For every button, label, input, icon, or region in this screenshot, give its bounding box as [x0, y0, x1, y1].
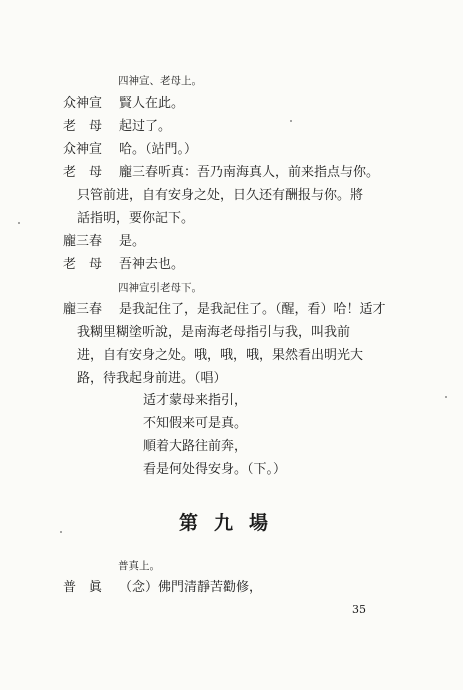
- dialogue-text: （念）佛門清靜苦勸修，: [119, 580, 263, 595]
- paper-speck: [445, 396, 447, 398]
- speaker-name: 龐三春: [63, 302, 103, 317]
- dialogue-continuation: 路，待我起身前进。（唱）: [77, 371, 227, 386]
- speaker-name: 众神宣: [63, 96, 103, 111]
- speaker-name: 普 眞: [63, 580, 103, 595]
- speaker-name: 众神宣: [63, 142, 103, 157]
- scene-title: 第九場: [178, 512, 284, 534]
- dialogue-continuation: 进，自有安身之处。哦，哦，哦，果然看出明光大: [77, 348, 364, 363]
- page-number: 35: [352, 603, 366, 616]
- verse-line: 不知假来可是真。: [143, 416, 248, 431]
- paper-speck: [290, 120, 292, 122]
- dialogue-text: 起过了。: [119, 119, 172, 134]
- dialogue-line: [63, 119, 171, 135]
- dialogue-line: [63, 580, 262, 596]
- dialogue-line: [63, 165, 379, 181]
- dialogue-line: [63, 302, 386, 318]
- dialogue-text: 是。: [119, 234, 146, 249]
- stage-direction: 四神宣引老母下。: [118, 282, 202, 294]
- stage-direction: 四神宣、老母上。: [118, 75, 202, 87]
- speaker-name: 老 母: [63, 119, 103, 134]
- verse-line: 看是何处得安身。（下。）: [143, 462, 287, 477]
- dialogue-continuation: 話指明，要你記下。: [77, 211, 195, 226]
- dialogue-continuation: 我糊里糊塗听說，是南海老母指引与我，叫我前: [77, 325, 351, 340]
- dialogue-text: 是我記住了，是我記住了。（醒，看）哈！适才: [119, 302, 386, 317]
- dialogue-text: 吾神去也。: [119, 257, 185, 272]
- speaker-name: 老 母: [63, 165, 103, 180]
- speaker-name: 老 母: [63, 257, 103, 272]
- dialogue-text: 龐三春听真：吾乃南海真人，前来指点与你。: [119, 165, 380, 180]
- dialogue-line: [63, 96, 184, 112]
- speaker-name: 龐三春: [63, 234, 103, 249]
- dialogue-text: 哈。（站門。）: [119, 142, 198, 157]
- dialogue-line: [63, 234, 145, 250]
- stage-direction: 普真上。: [118, 560, 160, 572]
- dialogue-line: [63, 257, 184, 273]
- paper-speck: [60, 531, 62, 533]
- dialogue-text: 賢人在此。: [119, 96, 185, 111]
- paper-speck: [18, 222, 20, 224]
- verse-line: 順着大路往前奔，: [143, 439, 248, 454]
- verse-line: 适才蒙母来指引，: [143, 393, 248, 408]
- dialogue-continuation: 只管前进，自有安身之处，日久还有酬报与你。將: [77, 188, 364, 203]
- dialogue-line: [63, 142, 197, 158]
